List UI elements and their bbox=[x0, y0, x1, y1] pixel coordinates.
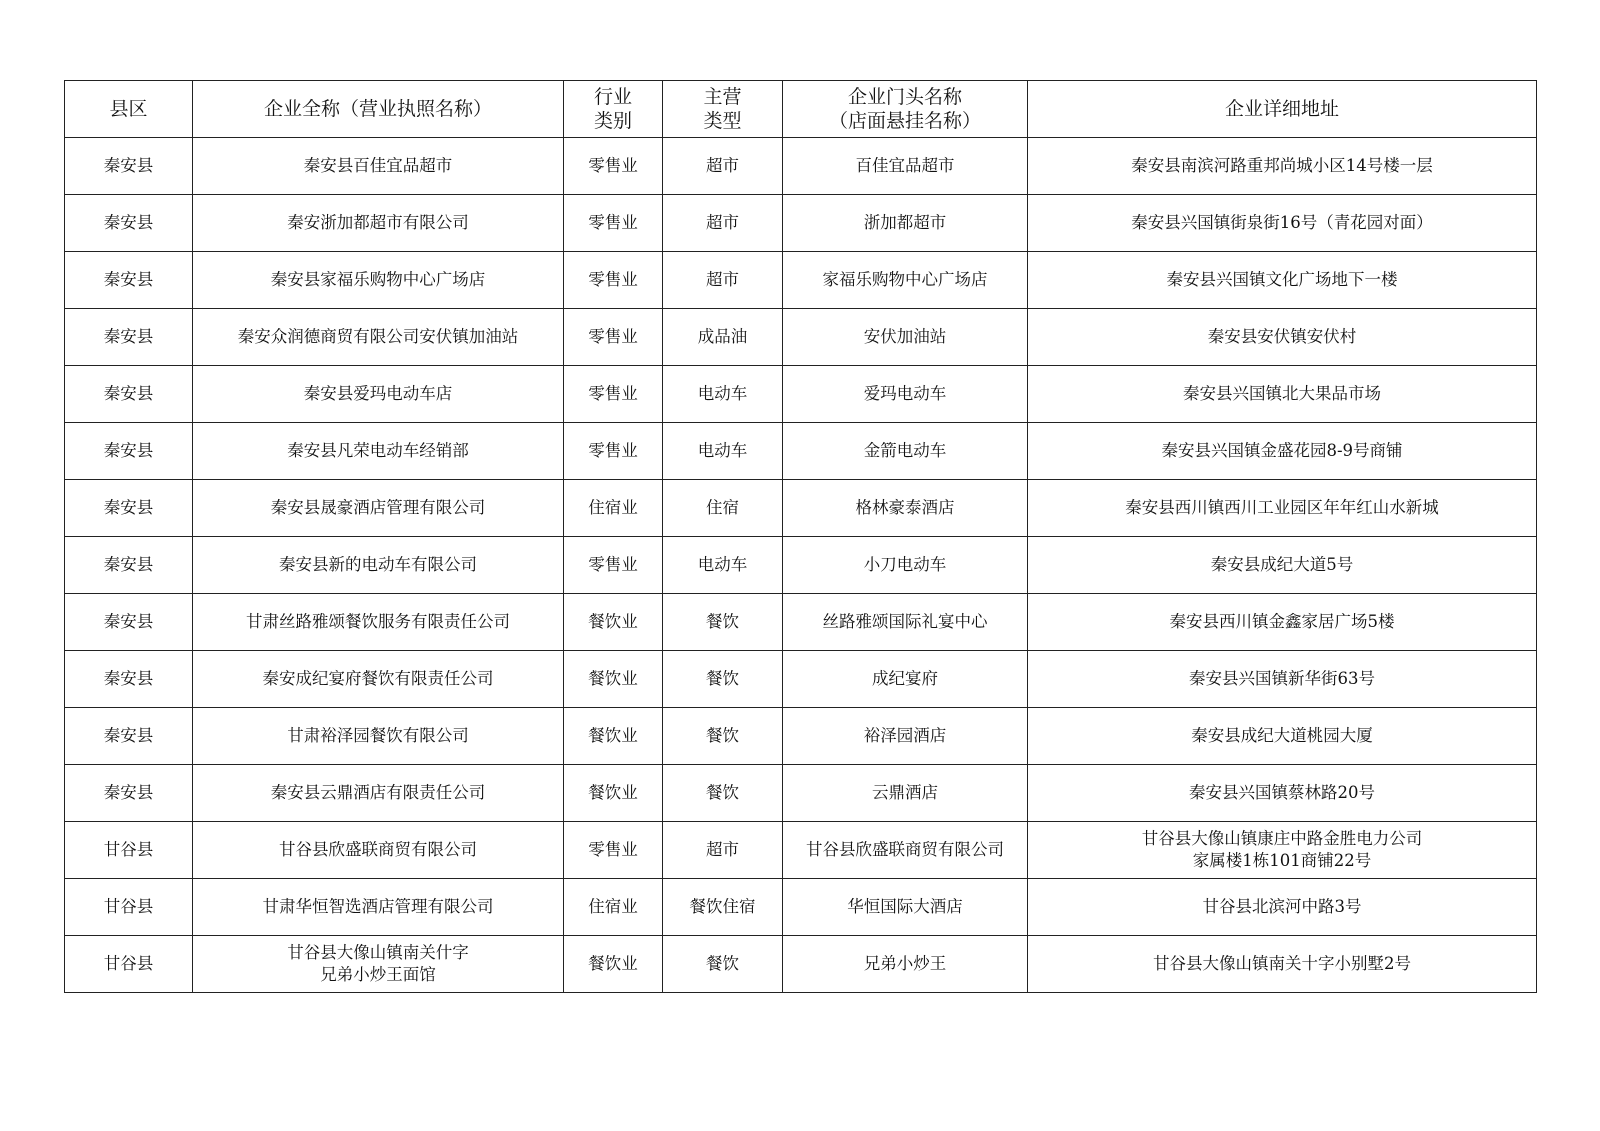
cell-company-full-name: 甘谷县欣盛联商贸有限公司 bbox=[193, 822, 564, 879]
table-row bbox=[65, 309, 1537, 366]
cell-storefront-name: 小刀电动车 bbox=[783, 537, 1028, 594]
cell-business-type: 超市 bbox=[663, 195, 783, 252]
cell-address: 秦安县安伏镇安伏村 bbox=[1028, 309, 1537, 366]
table-row bbox=[65, 765, 1537, 822]
cell-county: 秦安县 bbox=[65, 366, 193, 423]
header-row bbox=[65, 81, 1537, 138]
cell-company-full-name: 甘谷县大像山镇南关什字 兄弟小炒王面馆 bbox=[193, 936, 564, 993]
cell-company-full-name: 秦安县爱玛电动车店 bbox=[193, 366, 564, 423]
table-row bbox=[65, 594, 1537, 651]
cell-county: 甘谷县 bbox=[65, 822, 193, 879]
table-body bbox=[65, 138, 1537, 993]
cell-company-full-name: 秦安县云鼎酒店有限责任公司 bbox=[193, 765, 564, 822]
header-industry-category: 行业 类别 bbox=[564, 81, 663, 138]
cell-business-type: 餐饮 bbox=[663, 708, 783, 765]
cell-county: 秦安县 bbox=[65, 138, 193, 195]
cell-industry-category: 零售业 bbox=[564, 309, 663, 366]
cell-county: 秦安县 bbox=[65, 252, 193, 309]
table-row bbox=[65, 366, 1537, 423]
cell-address: 秦安县成纪大道桃园大厦 bbox=[1028, 708, 1537, 765]
cell-industry-category: 零售业 bbox=[564, 195, 663, 252]
cell-company-full-name: 秦安县新的电动车有限公司 bbox=[193, 537, 564, 594]
cell-county: 秦安县 bbox=[65, 423, 193, 480]
cell-storefront-name: 成纪宴府 bbox=[783, 651, 1028, 708]
cell-address: 秦安县南滨河路重邦尚城小区14号楼一层 bbox=[1028, 138, 1537, 195]
cell-industry-category: 零售业 bbox=[564, 366, 663, 423]
table-row bbox=[65, 822, 1537, 879]
cell-company-full-name: 甘肃裕泽园餐饮有限公司 bbox=[193, 708, 564, 765]
cell-county: 甘谷县 bbox=[65, 879, 193, 936]
cell-company-full-name: 秦安县凡荣电动车经销部 bbox=[193, 423, 564, 480]
cell-county: 甘谷县 bbox=[65, 936, 193, 993]
cell-county: 秦安县 bbox=[65, 309, 193, 366]
cell-company-full-name: 甘肃丝路雅颂餐饮服务有限责任公司 bbox=[193, 594, 564, 651]
cell-industry-category: 零售业 bbox=[564, 537, 663, 594]
cell-industry-category: 零售业 bbox=[564, 822, 663, 879]
cell-storefront-name: 裕泽园酒店 bbox=[783, 708, 1028, 765]
cell-address: 秦安县兴国镇金盛花园8-9号商铺 bbox=[1028, 423, 1537, 480]
table-row bbox=[65, 252, 1537, 309]
cell-storefront-name: 甘谷县欣盛联商贸有限公司 bbox=[783, 822, 1028, 879]
cell-storefront-name: 安伏加油站 bbox=[783, 309, 1028, 366]
header-storefront-name: 企业门头名称 （店面悬挂名称） bbox=[783, 81, 1028, 138]
cell-company-full-name: 秦安县家福乐购物中心广场店 bbox=[193, 252, 564, 309]
cell-business-type: 电动车 bbox=[663, 366, 783, 423]
table-row bbox=[65, 651, 1537, 708]
cell-business-type: 餐饮 bbox=[663, 765, 783, 822]
cell-storefront-name: 浙加都超市 bbox=[783, 195, 1028, 252]
cell-industry-category: 餐饮业 bbox=[564, 594, 663, 651]
enterprise-table bbox=[64, 80, 1537, 993]
cell-county: 秦安县 bbox=[65, 480, 193, 537]
header-address: 企业详细地址 bbox=[1028, 81, 1537, 138]
cell-industry-category: 零售业 bbox=[564, 138, 663, 195]
cell-storefront-name: 金箭电动车 bbox=[783, 423, 1028, 480]
table-row bbox=[65, 423, 1537, 480]
cell-storefront-name: 丝路雅颂国际礼宴中心 bbox=[783, 594, 1028, 651]
cell-address: 秦安县成纪大道5号 bbox=[1028, 537, 1537, 594]
cell-storefront-name: 家福乐购物中心广场店 bbox=[783, 252, 1028, 309]
cell-county: 秦安县 bbox=[65, 651, 193, 708]
cell-business-type: 餐饮 bbox=[663, 651, 783, 708]
table-row bbox=[65, 537, 1537, 594]
header-county: 县区 bbox=[65, 81, 193, 138]
cell-company-full-name: 秦安成纪宴府餐饮有限责任公司 bbox=[193, 651, 564, 708]
cell-business-type: 电动车 bbox=[663, 537, 783, 594]
table-row bbox=[65, 138, 1537, 195]
table-header bbox=[65, 81, 1537, 138]
header-business-type: 主营 类型 bbox=[663, 81, 783, 138]
cell-business-type: 超市 bbox=[663, 138, 783, 195]
cell-storefront-name: 华恒国际大酒店 bbox=[783, 879, 1028, 936]
cell-business-type: 餐饮住宿 bbox=[663, 879, 783, 936]
cell-industry-category: 餐饮业 bbox=[564, 936, 663, 993]
cell-storefront-name: 云鼎酒店 bbox=[783, 765, 1028, 822]
cell-company-full-name: 甘肃华恒智选酒店管理有限公司 bbox=[193, 879, 564, 936]
cell-address: 秦安县兴国镇新华街63号 bbox=[1028, 651, 1537, 708]
cell-company-full-name: 秦安县晟豪酒店管理有限公司 bbox=[193, 480, 564, 537]
table-row bbox=[65, 936, 1537, 993]
cell-company-full-name: 秦安浙加都超市有限公司 bbox=[193, 195, 564, 252]
cell-storefront-name: 格林豪泰酒店 bbox=[783, 480, 1028, 537]
cell-industry-category: 住宿业 bbox=[564, 480, 663, 537]
cell-industry-category: 住宿业 bbox=[564, 879, 663, 936]
cell-storefront-name: 爱玛电动车 bbox=[783, 366, 1028, 423]
cell-business-type: 成品油 bbox=[663, 309, 783, 366]
table-row bbox=[65, 480, 1537, 537]
cell-address: 秦安县兴国镇街泉街16号（青花园对面） bbox=[1028, 195, 1537, 252]
cell-industry-category: 餐饮业 bbox=[564, 708, 663, 765]
cell-industry-category: 零售业 bbox=[564, 252, 663, 309]
cell-business-type: 餐饮 bbox=[663, 594, 783, 651]
cell-company-full-name: 秦安县百佳宜品超市 bbox=[193, 138, 564, 195]
table-row bbox=[65, 708, 1537, 765]
cell-county: 秦安县 bbox=[65, 594, 193, 651]
table-row bbox=[65, 195, 1537, 252]
cell-business-type: 电动车 bbox=[663, 423, 783, 480]
cell-company-full-name: 秦安众润德商贸有限公司安伏镇加油站 bbox=[193, 309, 564, 366]
cell-business-type: 住宿 bbox=[663, 480, 783, 537]
cell-address: 秦安县西川镇西川工业园区年年红山水新城 bbox=[1028, 480, 1537, 537]
cell-storefront-name: 兄弟小炒王 bbox=[783, 936, 1028, 993]
cell-address: 秦安县西川镇金鑫家居广场5楼 bbox=[1028, 594, 1537, 651]
cell-storefront-name: 百佳宜品超市 bbox=[783, 138, 1028, 195]
cell-address: 秦安县兴国镇蔡林路20号 bbox=[1028, 765, 1537, 822]
cell-address: 甘谷县大像山镇康庄中路金胜电力公司 家属楼1栋101商铺22号 bbox=[1028, 822, 1537, 879]
cell-business-type: 超市 bbox=[663, 252, 783, 309]
header-company-full-name: 企业全称（营业执照名称） bbox=[193, 81, 564, 138]
cell-address: 秦安县兴国镇文化广场地下一楼 bbox=[1028, 252, 1537, 309]
cell-industry-category: 餐饮业 bbox=[564, 651, 663, 708]
cell-address: 甘谷县大像山镇南关十字小别墅2号 bbox=[1028, 936, 1537, 993]
cell-industry-category: 餐饮业 bbox=[564, 765, 663, 822]
cell-business-type: 餐饮 bbox=[663, 936, 783, 993]
cell-county: 秦安县 bbox=[65, 195, 193, 252]
cell-address: 秦安县兴国镇北大果品市场 bbox=[1028, 366, 1537, 423]
cell-county: 秦安县 bbox=[65, 765, 193, 822]
table-row bbox=[65, 879, 1537, 936]
cell-county: 秦安县 bbox=[65, 708, 193, 765]
cell-county: 秦安县 bbox=[65, 537, 193, 594]
cell-business-type: 超市 bbox=[663, 822, 783, 879]
cell-industry-category: 零售业 bbox=[564, 423, 663, 480]
cell-address: 甘谷县北滨河中路3号 bbox=[1028, 879, 1537, 936]
